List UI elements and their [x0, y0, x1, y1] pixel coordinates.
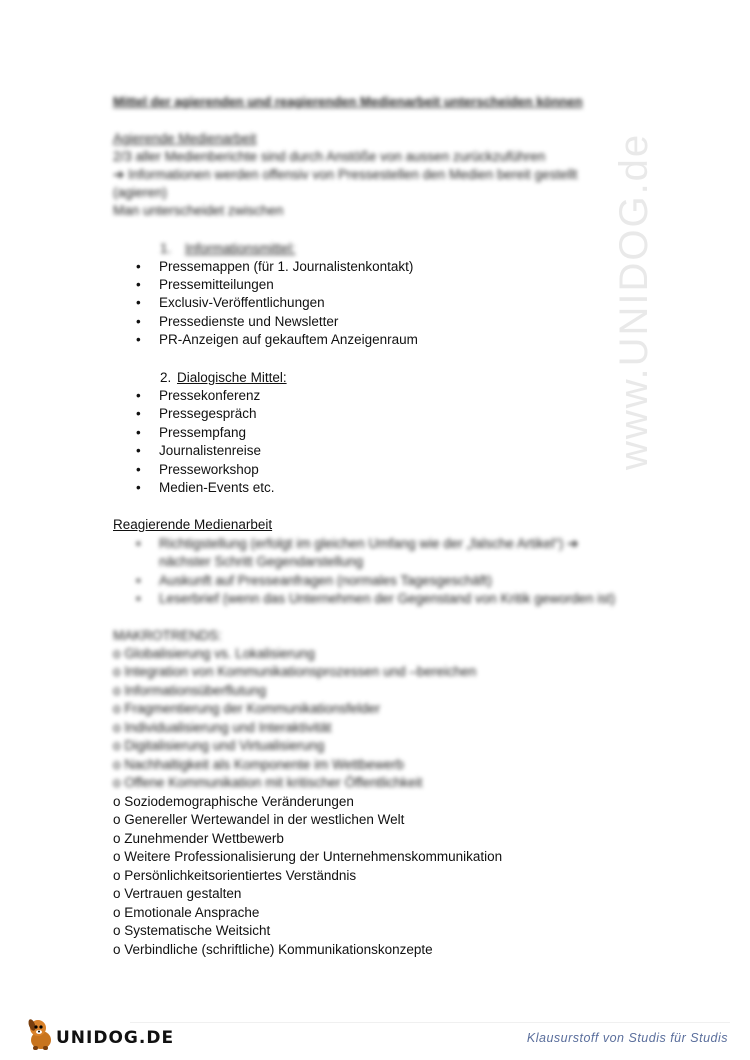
section2-heading: Dialogische Mittel:	[177, 370, 287, 385]
makrotrend-item: o Fragmentierung der Kommunikationsfelder	[113, 701, 381, 716]
list-item-text: Auskunft auf Presseanfragen (normales Tagesgeschäft)	[159, 573, 492, 588]
bullet-icon: •	[136, 462, 141, 477]
watermark: www.UNIDOG.de	[612, 132, 656, 470]
list-item-text: Exclusiv-Veröffentlichungen	[159, 295, 325, 310]
makrotrend-item: o Integration von Kommunikationsprozessen und –bereichen	[113, 664, 477, 679]
list-item-text: Pressekonferenz	[159, 388, 261, 403]
list-item-text: PR-Anzeigen auf gekauftem Anzeigenraum	[159, 332, 418, 347]
agierend-line: 2/3 aller Medienberichte sind durch Anstöße von aussen zurückzuführen	[113, 149, 546, 164]
bullet-icon: •	[136, 536, 141, 551]
bullet-icon: •	[136, 591, 141, 606]
list-item-text: Medien-Events etc.	[159, 480, 275, 495]
makrotrend-item: o Globalisierung vs. Lokalisierung	[113, 646, 315, 661]
bullet-icon: •	[136, 314, 141, 329]
makrotrend-item: o Persönlichkeitsorientiertes Verständnis	[113, 868, 357, 883]
bullet-icon: •	[136, 406, 141, 421]
list-item-text: Leserbrief (wenn das Unternehmen der Gegenstand von Kritik geworden ist)	[159, 591, 616, 606]
agierend-line: ➔ Informationen werden offensiv von Pressestellen den Medien bereit gestellt	[113, 167, 578, 182]
section2-number: 2.	[160, 370, 172, 385]
agierend-heading: Agierende Medienarbeit	[113, 131, 257, 146]
dog-logo-icon	[24, 1016, 58, 1052]
section1-heading-row	[160, 240, 295, 258]
makrotrend-item: o Offene Kommunikation mit kritischer Öffentlichkeit	[113, 775, 423, 790]
bullet-icon: •	[136, 480, 141, 495]
list-item-text: Pressemappen (für 1. Journalistenkontakt)	[159, 259, 414, 274]
reagierend-heading: Reagierende Medienarbeit	[113, 517, 273, 532]
agierend-line: Man unterscheidet zwischen	[113, 203, 284, 218]
bullet-icon: •	[136, 277, 141, 292]
makrotrend-item: o Emotionale Ansprache	[113, 905, 260, 920]
bullet-icon: •	[136, 443, 141, 458]
list-item-text: Pressempfang	[159, 425, 247, 440]
makrotrend-item: o Genereller Wertewandel in der westlichen Welt	[113, 812, 405, 827]
bullet-icon: •	[136, 259, 141, 274]
list-item-text: Pressedienste und Newsletter	[159, 314, 339, 329]
makrotrend-item: o Individualisierung und Interaktivität	[113, 720, 332, 735]
makrotrend-item: o Digitalisierung und Virtualisierung	[113, 738, 325, 753]
agierend-line: (agieren)	[113, 185, 168, 200]
makrotrend-item: o Vertrauen gestalten	[113, 886, 242, 901]
section1-number: 1.	[160, 241, 172, 256]
makrotrends-heading: MAKROTRENDS:	[113, 628, 222, 643]
makrotrend-item: o Weitere Professionalisierung der Unternehmenskommunikation	[113, 849, 503, 864]
section2-heading-row	[160, 369, 287, 387]
footer-tagline: Klausurstoff von Studis für Studis	[526, 1031, 728, 1045]
list-item-text: nächster Schritt Gegendarstellung	[159, 554, 364, 569]
makrotrend-item: o Informationsüberflutung	[113, 683, 267, 698]
list-item-text: Richtigstellung (erfolgt im gleichen Umfang wie der „falsche Artikel“) ➔	[159, 536, 579, 551]
makrotrend-item: o Soziodemographische Veränderungen	[113, 794, 354, 809]
list-item-text: Pressegespräch	[159, 406, 257, 421]
bullet-icon: •	[136, 332, 141, 347]
makrotrend-item: o Nachhaltigkeit als Komponente im Wettbewerb	[113, 757, 404, 772]
list-item-text: Presseworkshop	[159, 462, 259, 477]
document-title: Mittel der agierenden und reagierenden Medienarbeit unterscheiden können	[113, 94, 583, 109]
makrotrend-item: o Verbindliche (schriftliche) Kommunikationskonzepte	[113, 942, 433, 957]
bullet-icon: •	[136, 573, 141, 588]
section1-heading: Informationsmittel:	[185, 241, 296, 256]
makrotrend-item: o Systematische Weitsicht	[113, 923, 271, 938]
makrotrend-item: o Zunehmender Wettbewerb	[113, 831, 284, 846]
list-item-text: Journalistenreise	[159, 443, 262, 458]
bullet-icon: •	[136, 425, 141, 440]
footer-divider	[130, 1022, 730, 1023]
logo-text[interactable]: UNIDOG.DE	[56, 1028, 175, 1048]
list-item-text: Pressemitteilungen	[159, 277, 274, 292]
bullet-icon: •	[136, 295, 141, 310]
bullet-icon: •	[136, 388, 141, 403]
